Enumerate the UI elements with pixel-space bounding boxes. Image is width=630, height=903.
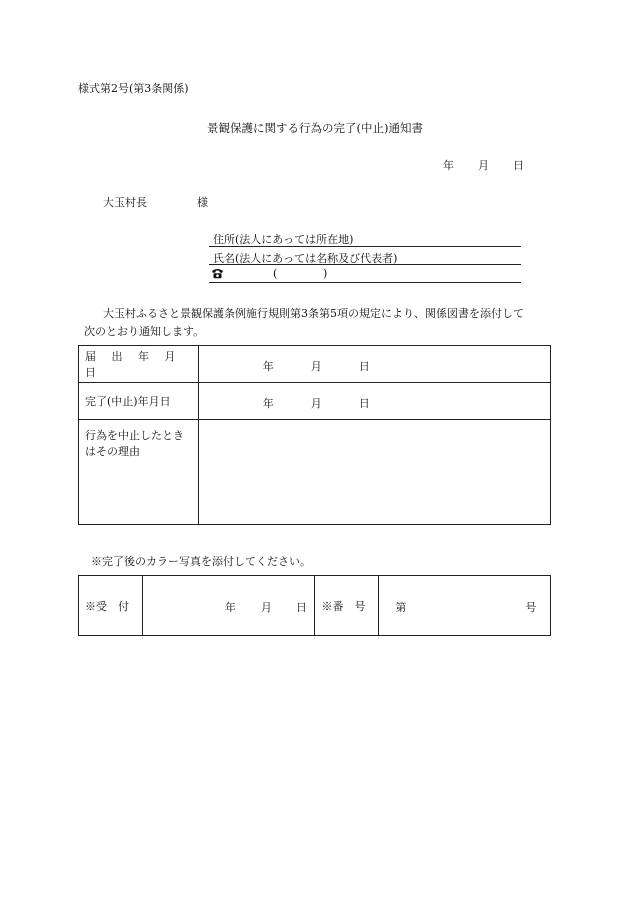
notification-table (78, 345, 551, 525)
reason-label-line1: 行為を中止したとき (85, 429, 184, 442)
date-year-label: 年 (443, 159, 454, 172)
recipient-name: 大玉村長 (103, 196, 147, 209)
reason-label-line2: はその理由 (85, 445, 140, 458)
number-suffix: 号 (525, 601, 537, 614)
filing-date-year: 年 (262, 360, 274, 373)
completion-date-cell[interactable] (198, 383, 550, 420)
number-prefix: 第 (395, 601, 407, 614)
form-number: 様式第2号(第3条関係) (78, 82, 189, 95)
filing-date-label: 届 出 年 月 日 (85, 350, 182, 379)
photo-note: ※完了後のカラー写真を添付してください。 (91, 555, 311, 568)
phone-underline (209, 282, 521, 283)
date-month-label: 月 (478, 159, 489, 172)
received-month: 月 (260, 601, 272, 614)
received-day: 日 (295, 601, 307, 614)
table-row (79, 576, 551, 636)
number-label: ※番 号 (321, 599, 366, 613)
telephone-icon (211, 267, 224, 279)
completion-date-label-cell (79, 383, 199, 420)
completion-date-year: 年 (262, 397, 274, 410)
name-underline (209, 264, 521, 265)
body-text-line1: 大玉村ふるさと景観保護条例施行規則第3条第5項の規定により、関係図書を添付して (103, 307, 524, 320)
received-label-cell (79, 576, 143, 636)
filing-date-month: 月 (310, 360, 322, 373)
phone-open-paren: ( (273, 267, 278, 280)
address-underline (209, 246, 521, 247)
number-label-cell (315, 576, 379, 636)
number-value-cell[interactable] (379, 576, 551, 636)
completion-date-day: 日 (358, 397, 370, 410)
receipt-table (78, 575, 551, 636)
reason-label-cell (79, 420, 199, 525)
document-title: 景観保護に関する行為の完了(中止)通知書 (207, 121, 423, 135)
address-label: 住所(法人にあっては所在地) (213, 233, 354, 246)
table-row (79, 420, 551, 525)
completion-date-month: 月 (310, 397, 322, 410)
recipient-honorific: 様 (197, 196, 208, 209)
reason-value-cell[interactable] (198, 420, 550, 525)
phone-close-paren: ) (323, 267, 328, 280)
name-label: 氏名(法人にあっては名称及び代表者) (213, 252, 398, 265)
table-row (79, 383, 551, 420)
filing-date-label-cell (79, 346, 199, 383)
completion-date-label: 完了(中止)年月日 (85, 395, 171, 408)
date-day-label: 日 (513, 159, 524, 172)
received-year: 年 (224, 601, 236, 614)
received-label: ※受 付 (85, 599, 129, 613)
received-date-cell[interactable] (142, 576, 315, 636)
table-row (79, 346, 551, 383)
body-text-line2: 次のとおり通知します。 (84, 325, 205, 338)
filing-date-cell[interactable] (198, 346, 550, 383)
filing-date-day: 日 (358, 360, 370, 373)
